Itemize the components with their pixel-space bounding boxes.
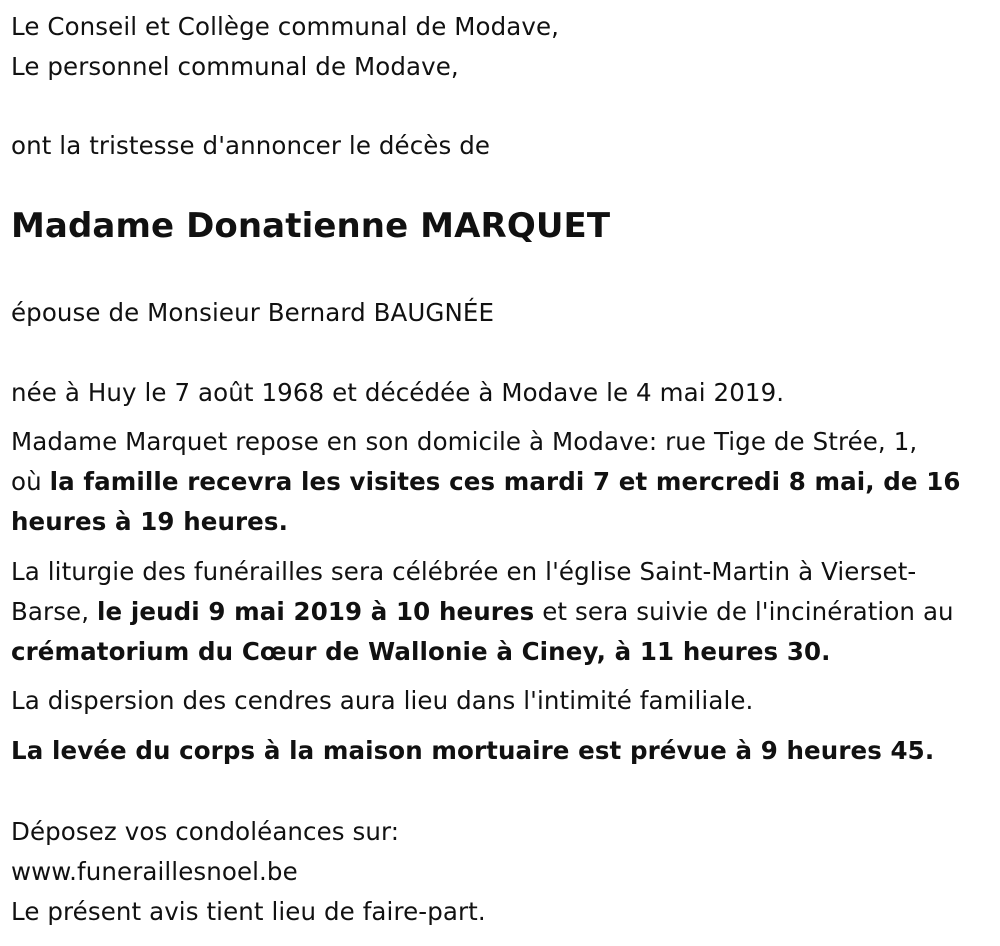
visits-hours-bold: heures à 19 heures.: [11, 507, 288, 536]
funeral-place-end: Barse,: [11, 597, 98, 626]
condolences-url: www.funeraillesnoel.be: [11, 857, 298, 886]
visits-prefix: où: [11, 467, 50, 496]
crematorium-bold: crématorium du Cœur de Wallonie à Ciney, à 11 heures 30.: [11, 637, 831, 666]
birth-death-line: née à Huy le 7 août 1968 et décédée à Modave le 4 mai 2019.: [11, 378, 785, 407]
spouse-line: épouse de Monsieur Bernard BAUGNÉE: [11, 298, 495, 327]
funeral-date-line: [11, 597, 954, 627]
intro-text: ont la tristesse d'annoncer le décès de: [11, 131, 491, 160]
announcer-staff: Le personnel communal de Modave,: [11, 52, 459, 81]
visits-schedule-line: [11, 467, 961, 497]
funeral-date-bold: le jeudi 9 mai 2019 à 10 heures: [97, 597, 535, 626]
visits-address-line: Madame Marquet repose en son domicile à Modave: rue Tige de Strée, 1,: [11, 427, 918, 456]
visits-hours-line: [11, 507, 288, 537]
body-removal-bold: La levée du corps à la maison mortuaire est prévue à 9 heures 45.: [11, 736, 935, 765]
condolences-label: Déposez vos condoléances sur:: [11, 817, 400, 846]
announcer-council: Le Conseil et Collège communal de Modave,: [11, 12, 560, 41]
funeral-liturgy-line: La liturgie des funérailles sera célébrée en l'église Saint-Martin à Vierset-: [11, 557, 917, 586]
funeral-cremation-text: et sera suivie de l'incinération au: [534, 597, 954, 626]
visits-schedule-bold: la famille recevra les visites ces mardi 7 et mercredi 8 mai, de 16: [49, 467, 961, 496]
deceased-name: Madame Donatienne MARQUET: [11, 206, 611, 246]
crematorium-line: [11, 637, 831, 667]
notice-line: Le présent avis tient lieu de faire-part.: [11, 897, 486, 926]
ashes-line: La dispersion des cendres aura lieu dans l'intimité familiale.: [11, 686, 754, 715]
body-removal-line: [11, 736, 934, 766]
